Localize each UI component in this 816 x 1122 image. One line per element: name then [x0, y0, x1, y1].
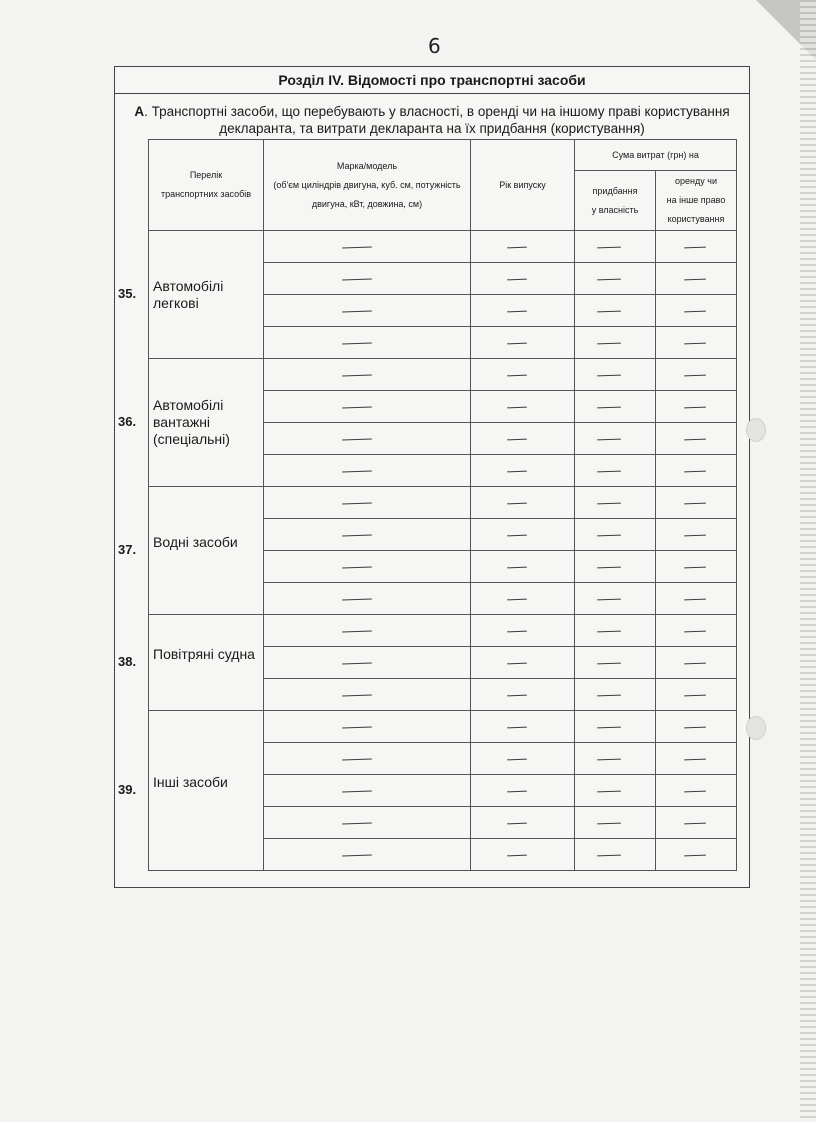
- empty-dash: [342, 278, 372, 280]
- empty-dash: [342, 310, 372, 312]
- category-number: 35.: [118, 286, 137, 301]
- model-cell: [264, 775, 471, 807]
- rent-cell: [656, 551, 737, 583]
- own-cell: [575, 839, 656, 871]
- empty-dash: [507, 854, 527, 856]
- category-label: (спеціальні): [153, 431, 230, 447]
- category-label: Автомобілі: [153, 277, 224, 294]
- empty-dash: [342, 502, 372, 504]
- own-cell: [575, 615, 656, 647]
- category-label: легкові: [153, 294, 199, 311]
- year-cell: [471, 551, 575, 583]
- empty-dash: [684, 758, 706, 760]
- vehicles-table: [148, 139, 737, 871]
- empty-dash: [342, 822, 372, 824]
- own-cell: [575, 327, 656, 359]
- empty-dash: [507, 502, 527, 504]
- scan-edge: [800, 0, 816, 1122]
- empty-dash: [597, 374, 621, 376]
- header-own: придбання у власність: [575, 171, 656, 231]
- empty-dash: [684, 662, 706, 664]
- empty-dash: [507, 278, 527, 280]
- own-cell: [575, 647, 656, 679]
- category-label: Автомобілі: [153, 397, 224, 413]
- empty-dash: [597, 822, 621, 824]
- year-cell: [471, 519, 575, 551]
- rent-cell: [656, 423, 737, 455]
- empty-dash: [684, 790, 706, 792]
- rent-cell: [656, 455, 737, 487]
- category-number: 36.: [118, 414, 137, 429]
- model-cell: [264, 711, 471, 743]
- own-cell: [575, 711, 656, 743]
- empty-dash: [507, 438, 527, 440]
- rent-cell: [656, 327, 737, 359]
- section-title: Розділ IV. Відомості про транспортні засоби: [115, 67, 749, 94]
- empty-dash: [507, 662, 527, 664]
- empty-dash: [597, 790, 621, 792]
- category-label: Інші засоби: [153, 773, 228, 790]
- own-cell: [575, 295, 656, 327]
- empty-dash: [507, 342, 527, 344]
- category-cell: [149, 615, 264, 711]
- model-cell: [264, 455, 471, 487]
- empty-dash: [342, 406, 372, 408]
- empty-dash: [597, 502, 621, 504]
- empty-dash: [597, 694, 621, 696]
- header-model: Марка/модель (об'єм циліндрів двигуна, куб. см, потужність двигуна, кВт, довжина, см): [264, 140, 471, 231]
- empty-dash: [342, 470, 372, 472]
- table-row: [149, 231, 737, 263]
- empty-dash: [597, 726, 621, 728]
- rent-cell: [656, 679, 737, 711]
- section-subtitle: [115, 103, 749, 137]
- category-cell: [149, 359, 264, 487]
- year-cell: [471, 679, 575, 711]
- model-cell: [264, 263, 471, 295]
- empty-dash: [684, 502, 706, 504]
- empty-dash: [597, 278, 621, 280]
- empty-dash: [507, 566, 527, 568]
- empty-dash: [507, 374, 527, 376]
- rent-cell: [656, 519, 737, 551]
- empty-dash: [597, 566, 621, 568]
- rent-cell: [656, 807, 737, 839]
- empty-dash: [684, 278, 706, 280]
- year-cell: [471, 455, 575, 487]
- empty-dash: [597, 470, 621, 472]
- category-number: 37.: [118, 542, 137, 557]
- rent-cell: [656, 231, 737, 263]
- rent-cell: [656, 711, 737, 743]
- empty-dash: [597, 438, 621, 440]
- empty-dash: [684, 822, 706, 824]
- model-cell: [264, 519, 471, 551]
- empty-dash: [597, 630, 621, 632]
- model-cell: [264, 327, 471, 359]
- model-cell: [264, 231, 471, 263]
- empty-dash: [684, 246, 706, 248]
- subtitle-line-2: декларанта, та витрати декларанта на їх придбання (користування): [219, 121, 645, 136]
- empty-dash: [342, 694, 372, 696]
- year-cell: [471, 487, 575, 519]
- model-cell: [264, 423, 471, 455]
- empty-dash: [684, 854, 706, 856]
- empty-dash: [507, 534, 527, 536]
- empty-dash: [342, 662, 372, 664]
- rent-cell: [656, 583, 737, 615]
- empty-dash: [597, 598, 621, 600]
- empty-dash: [684, 342, 706, 344]
- own-cell: [575, 263, 656, 295]
- model-cell: [264, 839, 471, 871]
- empty-dash: [684, 694, 706, 696]
- empty-dash: [684, 726, 706, 728]
- year-cell: [471, 743, 575, 775]
- rent-cell: [656, 775, 737, 807]
- empty-dash: [507, 790, 527, 792]
- model-cell: [264, 295, 471, 327]
- category-label: вантажні: [153, 414, 211, 430]
- year-cell: [471, 583, 575, 615]
- year-cell: [471, 359, 575, 391]
- header-cost: Сума витрат (грн) на: [575, 140, 737, 171]
- empty-dash: [507, 758, 527, 760]
- subtitle-line-1: . Транспортні засоби, що перебувають у власності, в оренді чи на іншому праві користування: [144, 104, 730, 119]
- category-cell: [149, 231, 264, 359]
- category-cell: [149, 711, 264, 871]
- empty-dash: [342, 566, 372, 568]
- empty-dash: [684, 310, 706, 312]
- own-cell: [575, 583, 656, 615]
- own-cell: [575, 231, 656, 263]
- category-cell: [149, 487, 264, 615]
- model-cell: [264, 807, 471, 839]
- year-cell: [471, 615, 575, 647]
- header-rent: оренду чи на інше право користування: [656, 171, 737, 231]
- year-cell: [471, 295, 575, 327]
- empty-dash: [507, 246, 527, 248]
- empty-dash: [342, 342, 372, 344]
- year-cell: [471, 711, 575, 743]
- empty-dash: [342, 854, 372, 856]
- rent-cell: [656, 391, 737, 423]
- rent-cell: [656, 647, 737, 679]
- subtitle-prefix: А: [134, 104, 145, 119]
- empty-dash: [507, 470, 527, 472]
- empty-dash: [342, 374, 372, 376]
- table-body: [149, 231, 737, 871]
- model-cell: [264, 391, 471, 423]
- header-list: Перелік транспортних засобів: [149, 140, 264, 231]
- empty-dash: [684, 534, 706, 536]
- punch-hole-top: [746, 418, 766, 442]
- own-cell: [575, 455, 656, 487]
- own-cell: [575, 391, 656, 423]
- empty-dash: [342, 534, 372, 536]
- empty-dash: [507, 598, 527, 600]
- empty-dash: [342, 630, 372, 632]
- empty-dash: [507, 406, 527, 408]
- empty-dash: [684, 374, 706, 376]
- own-cell: [575, 679, 656, 711]
- year-cell: [471, 231, 575, 263]
- empty-dash: [597, 758, 621, 760]
- category-label: Водні засоби: [153, 533, 238, 550]
- empty-dash: [597, 534, 621, 536]
- empty-dash: [507, 630, 527, 632]
- empty-dash: [507, 822, 527, 824]
- model-cell: [264, 583, 471, 615]
- empty-dash: [684, 406, 706, 408]
- table-row: [149, 711, 737, 743]
- empty-dash: [684, 630, 706, 632]
- year-cell: [471, 807, 575, 839]
- own-cell: [575, 551, 656, 583]
- year-cell: [471, 647, 575, 679]
- empty-dash: [342, 598, 372, 600]
- empty-dash: [684, 470, 706, 472]
- empty-dash: [342, 790, 372, 792]
- header-year: Рік випуску: [471, 140, 575, 231]
- empty-dash: [342, 246, 372, 248]
- rent-cell: [656, 743, 737, 775]
- year-cell: [471, 423, 575, 455]
- year-cell: [471, 775, 575, 807]
- own-cell: [575, 487, 656, 519]
- own-cell: [575, 807, 656, 839]
- model-cell: [264, 743, 471, 775]
- model-cell: [264, 679, 471, 711]
- own-cell: [575, 423, 656, 455]
- empty-dash: [684, 438, 706, 440]
- empty-dash: [684, 598, 706, 600]
- empty-dash: [507, 726, 527, 728]
- empty-dash: [684, 566, 706, 568]
- punch-hole-bottom: [746, 716, 766, 740]
- table-row: [149, 615, 737, 647]
- category-label: Повітряні судна: [153, 645, 255, 662]
- empty-dash: [597, 342, 621, 344]
- rent-cell: [656, 615, 737, 647]
- year-cell: [471, 391, 575, 423]
- own-cell: [575, 775, 656, 807]
- own-cell: [575, 743, 656, 775]
- empty-dash: [597, 246, 621, 248]
- rent-cell: [656, 487, 737, 519]
- empty-dash: [597, 406, 621, 408]
- rent-cell: [656, 295, 737, 327]
- empty-dash: [507, 694, 527, 696]
- model-cell: [264, 551, 471, 583]
- category-number: 39.: [118, 782, 137, 797]
- category-number: 38.: [118, 654, 137, 669]
- own-cell: [575, 359, 656, 391]
- empty-dash: [597, 662, 621, 664]
- model-cell: [264, 359, 471, 391]
- year-cell: [471, 327, 575, 359]
- own-cell: [575, 519, 656, 551]
- empty-dash: [342, 438, 372, 440]
- model-cell: [264, 647, 471, 679]
- empty-dash: [597, 854, 621, 856]
- table-row: [149, 487, 737, 519]
- rent-cell: [656, 263, 737, 295]
- rent-cell: [656, 359, 737, 391]
- empty-dash: [597, 310, 621, 312]
- year-cell: [471, 839, 575, 871]
- empty-dash: [342, 758, 372, 760]
- empty-dash: [507, 310, 527, 312]
- year-cell: [471, 263, 575, 295]
- table-row: [149, 359, 737, 391]
- page-number: 6: [428, 34, 441, 58]
- rent-cell: [656, 839, 737, 871]
- model-cell: [264, 487, 471, 519]
- empty-dash: [342, 726, 372, 728]
- model-cell: [264, 615, 471, 647]
